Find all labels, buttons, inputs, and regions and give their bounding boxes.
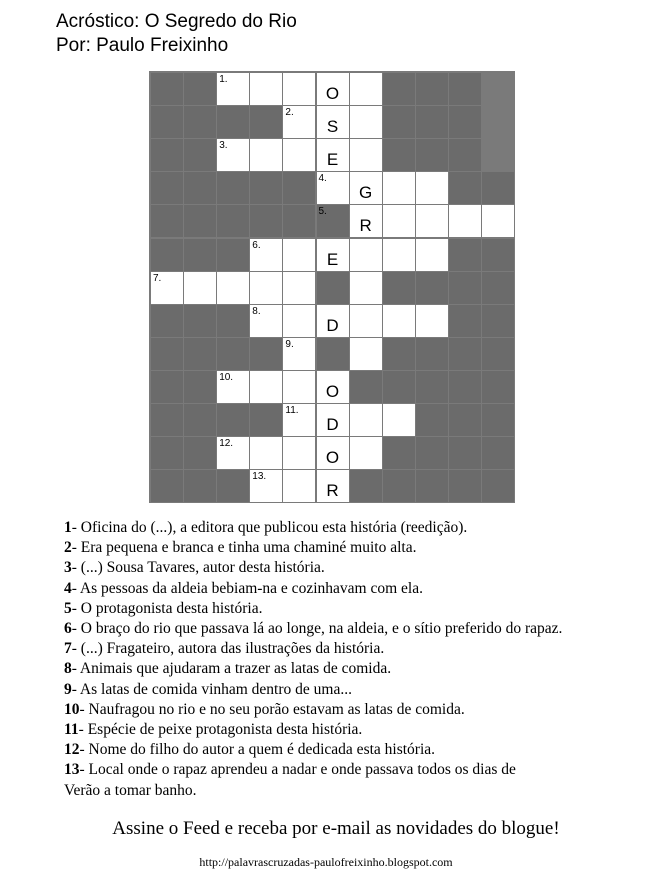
clue-number-label: 1.: [219, 74, 228, 85]
clue-item: [64, 518, 664, 538]
hidden-word-letter: E: [326, 249, 339, 269]
clue-number-label: 5.: [318, 206, 327, 218]
clue-item: [64, 538, 664, 558]
grid-cell-blocked: [250, 106, 282, 138]
grid-cell-blocked: [416, 106, 448, 138]
grid-cell[interactable]: [350, 239, 382, 271]
grid-cell-blocked: [250, 205, 282, 237]
grid-cell-blocked: [416, 272, 448, 304]
grid-cell-blocked: [383, 272, 415, 304]
puzzle-title: Acróstico: O Segredo do Rio: [56, 11, 297, 32]
grid-cell-blocked: [482, 371, 514, 403]
grid-cell[interactable]: [350, 139, 382, 171]
clue-number: 5: [64, 599, 72, 617]
grid-cell-blocked: [449, 239, 481, 271]
grid-cell-blocked: [151, 139, 183, 171]
hidden-word-letter: D: [326, 415, 339, 434]
grid-cell-blocked: [449, 272, 481, 304]
grid-cell[interactable]: [151, 272, 183, 304]
grid-cell-blocked: [350, 470, 382, 502]
grid-cell-blocked: [250, 338, 282, 370]
grid-cell-blocked: [151, 338, 183, 370]
grid-cell[interactable]: [250, 437, 282, 469]
grid-cell[interactable]: [250, 272, 282, 304]
clue-text: - Animais que ajudaram a trazer as latas de comida.: [71, 660, 392, 678]
grid-cell[interactable]: [416, 239, 448, 271]
grid-cell-blocked: [416, 338, 448, 370]
clue-text: - Nome do filho do autor a quem é dedicada esta história.: [79, 741, 436, 759]
grid-cell-blocked: [482, 239, 514, 271]
grid-cell[interactable]: [350, 106, 382, 138]
grid-cell[interactable]: [350, 73, 382, 105]
grid-cell-blocked: [482, 305, 514, 337]
clue-text-continuation: Verão a tomar banho.: [64, 781, 197, 799]
clue-item: [64, 579, 664, 599]
grid-cell[interactable]: [350, 272, 382, 304]
clue-number: 3: [64, 559, 72, 577]
clue-text: - (...) Fragateiro, autora das ilustrações da história.: [71, 640, 385, 658]
grid-cell[interactable]: [350, 305, 382, 337]
grid-cell[interactable]: [250, 470, 282, 502]
clue-number-label: 11.: [285, 405, 299, 416]
grid-cell-blocked: [449, 371, 481, 403]
grid-cell[interactable]: [350, 404, 382, 436]
grid-cell-hidden-letter[interactable]: [317, 139, 349, 171]
hidden-word-letter: S: [326, 117, 339, 137]
grid-cell-blocked: [250, 172, 282, 204]
grid-cell-blocked: [184, 338, 216, 370]
hidden-word-letter: O: [325, 84, 340, 103]
blog-url[interactable]: http://palavrascruzadas-paulofreixinho.blogspot.com: [199, 855, 453, 869]
grid-cell-blocked: [416, 404, 448, 436]
grid-cell-blocked: [482, 338, 514, 370]
grid-cell-blocked: [383, 139, 415, 171]
clue-number: 10: [64, 700, 80, 718]
grid-cell-blocked: [217, 470, 249, 502]
grid-cell[interactable]: [217, 272, 249, 304]
puzzle-author: Por: Paulo Freixinho: [56, 35, 229, 56]
grid-cell-blocked: [449, 437, 481, 469]
grid-cell-hidden-letter[interactable]: [317, 239, 349, 271]
grid-cell-blocked: [151, 437, 183, 469]
grid-cell-hidden-letter[interactable]: [350, 205, 382, 237]
grid-cell-hidden-letter[interactable]: [317, 470, 349, 502]
grid-cell-blocked: [217, 205, 249, 237]
grid-cell-blocked: [184, 470, 216, 502]
grid-cell[interactable]: [383, 239, 415, 271]
grid-cell[interactable]: [283, 470, 315, 502]
clue-number-label: 10.: [219, 371, 234, 383]
grid-cell-blocked: [151, 172, 183, 204]
grid-cell[interactable]: [416, 305, 448, 337]
grid-cell-blocked: [184, 172, 216, 204]
clue-number-label: 6.: [252, 239, 261, 251]
grid-cell-blocked: [151, 239, 183, 271]
grid-cell-blocked: [151, 470, 183, 502]
grid-cell[interactable]: [350, 338, 382, 370]
clue-number-label: 8.: [252, 305, 261, 317]
grid-cell-blocked: [383, 73, 415, 105]
grid-cell-blocked: [449, 73, 481, 105]
clue-number: 6: [64, 620, 72, 638]
grid-cell-hidden-letter[interactable]: [317, 106, 349, 138]
hidden-word-letter: O: [325, 381, 340, 401]
grid-cell[interactable]: [217, 73, 249, 105]
grid-cell[interactable]: [283, 239, 315, 271]
grid-cell-hidden-letter[interactable]: [317, 404, 349, 436]
grid-cell-blocked: [184, 371, 216, 403]
grid-cell-blocked: [184, 404, 216, 436]
grid-cell-blocked: [151, 73, 183, 105]
grid-cell-hidden-letter[interactable]: [317, 73, 349, 105]
grid-cell-blocked: [383, 106, 415, 138]
grid-cell[interactable]: [250, 305, 282, 337]
clue-text: - Local onde o rapaz aprendeu a nadar e onde passava todos os dias de: [79, 761, 516, 779]
clue-number: 8: [64, 660, 72, 678]
clue-item: [64, 659, 664, 679]
grid-cell-blocked: [317, 205, 349, 237]
hidden-word-letter: E: [326, 150, 339, 170]
grid-cell-blocked: [184, 106, 216, 138]
grid-cell[interactable]: [283, 272, 315, 304]
grid-cell-blocked: [151, 205, 183, 237]
clue-text: - Oficina do (...), a editora que publicou esta história (reedição).: [71, 519, 468, 536]
crossword-grid: [149, 71, 515, 503]
clue-text: - As latas de comida vinham dentro de uma...: [71, 680, 352, 698]
grid-cell-blocked: [416, 437, 448, 469]
grid-cell-blocked: [283, 205, 315, 237]
grid-cell-blocked: [416, 371, 448, 403]
grid-cell-blocked: [317, 272, 349, 304]
grid-cell[interactable]: [416, 205, 448, 237]
grid-cell-blocked: [383, 437, 415, 469]
clue-item: [64, 599, 664, 619]
grid-cell-blocked: [184, 239, 216, 271]
grid-cell-blocked: [482, 404, 514, 436]
clue-number-label: 4.: [318, 173, 327, 185]
grid-cell-blocked: [151, 404, 183, 436]
grid-cell-hidden-letter[interactable]: [350, 172, 382, 204]
clue-number: 13: [64, 761, 80, 779]
grid-cell[interactable]: [283, 106, 315, 138]
hidden-word-letter: G: [358, 183, 373, 203]
grid-cell[interactable]: [283, 139, 315, 171]
grid-cell-blocked: [151, 305, 183, 337]
grid-cell-blocked: [217, 305, 249, 337]
clue-number: 12: [64, 741, 80, 759]
grid-cell-hidden-letter[interactable]: [317, 371, 349, 403]
grid-cell[interactable]: [250, 239, 282, 271]
grid-cell-blocked: [217, 338, 249, 370]
clue-item: [64, 639, 664, 659]
grid-cell-blocked: [383, 338, 415, 370]
grid-cell-hidden-letter[interactable]: [317, 305, 349, 337]
clue-item: [64, 680, 664, 700]
grid-cell-blocked: [449, 404, 481, 436]
grid-cell-blocked: [350, 371, 382, 403]
grid-cell[interactable]: [250, 73, 282, 105]
grid-cell-blocked: [449, 470, 481, 502]
clue-item: [64, 760, 664, 780]
grid-cell-blocked: [283, 172, 315, 204]
grid-cell-blocked: [184, 205, 216, 237]
hidden-word-letter: R: [326, 481, 339, 501]
grid-cell-blocked: [184, 139, 216, 171]
clue-number: 1: [64, 519, 72, 536]
grid-cell-blocked: [317, 338, 349, 370]
grid-cell[interactable]: [350, 437, 382, 469]
grid-cell-blocked: [449, 305, 481, 337]
hidden-word-letter: R: [359, 216, 372, 236]
grid-cell[interactable]: [383, 172, 415, 204]
grid-cell[interactable]: [217, 371, 249, 403]
clue-number-label: 7.: [153, 272, 162, 284]
grid-cell-blocked: [449, 172, 481, 204]
clue-number: 11: [64, 721, 79, 739]
clue-number-label: 12.: [219, 438, 234, 450]
clue-text: - O braço do rio que passava lá ao longe, na aldeia, e o sítio preferido do rapaz.: [71, 620, 563, 638]
grid-cell[interactable]: [416, 172, 448, 204]
grid-cell[interactable]: [217, 437, 249, 469]
grid-cell-blocked: [217, 106, 249, 138]
grid-cell-blocked: [184, 437, 216, 469]
grid-cell-blocked: [184, 305, 216, 337]
clue-text: - Era pequena e branca e tinha uma chaminé muito alta.: [71, 539, 417, 557]
grid-cell[interactable]: [283, 338, 315, 370]
grid-cell[interactable]: [217, 139, 249, 171]
grid-cell-blocked: [482, 470, 514, 502]
clue-item: [64, 720, 664, 740]
clue-number: 4: [64, 579, 72, 597]
clue-number: 7: [64, 640, 72, 658]
grid-cell-blocked: [250, 404, 282, 436]
clue-text: - O protagonista desta história.: [71, 599, 263, 617]
clue-item: [64, 619, 664, 639]
grid-cell-blocked: [217, 172, 249, 204]
grid-cell[interactable]: [283, 404, 315, 436]
clue-list: [64, 518, 664, 801]
grid-cell-blocked: [482, 272, 514, 304]
clue-item: [64, 740, 664, 760]
grid-cell-blocked: [416, 73, 448, 105]
grid-cell[interactable]: [250, 139, 282, 171]
grid-cell[interactable]: [383, 305, 415, 337]
grid-cell[interactable]: [482, 205, 514, 237]
grid-cell[interactable]: [383, 404, 415, 436]
clue-text: - (...) Sousa Tavares, autor desta história.: [71, 559, 325, 577]
clue-number-label: 13.: [252, 471, 267, 483]
clue-item: [64, 700, 664, 720]
grid-cell-blocked: [416, 139, 448, 171]
grid-cell[interactable]: [283, 73, 315, 105]
clue-item: [64, 558, 664, 578]
grid-cell[interactable]: [283, 371, 315, 403]
grid-cell-blocked: [151, 371, 183, 403]
grid-cell-blocked: [482, 437, 514, 469]
clue-number-label: 9.: [285, 338, 294, 350]
grid-cell-blocked: [449, 106, 481, 138]
grid-cell[interactable]: [184, 272, 216, 304]
grid-cell-blocked: [383, 470, 415, 502]
grid-cell-blocked: [416, 470, 448, 502]
clue-number-label: 3.: [219, 140, 228, 152]
grid-cell[interactable]: [283, 437, 315, 469]
clue-number: 2: [64, 539, 72, 557]
grid-cell[interactable]: [283, 305, 315, 337]
grid-cell-blocked: [184, 73, 216, 105]
clue-number: 9: [64, 680, 72, 698]
grid-cell-hidden-letter[interactable]: [317, 437, 349, 469]
grid-cell-blocked: [217, 404, 249, 436]
grid-cell-blocked: [151, 106, 183, 138]
grid-cell-blocked: [383, 371, 415, 403]
feed-subscribe-text: Assine o Feed e receba por e-mail as novidades do blogue!: [112, 818, 560, 839]
grid-cell-blocked: [217, 239, 249, 271]
clue-text: - As pessoas da aldeia bebiam-na e cozinhavam com ela.: [71, 579, 423, 597]
grid-cell-blocked: [449, 139, 481, 171]
hidden-word-letter: O: [325, 448, 340, 468]
grid-cell[interactable]: [383, 205, 415, 237]
clue-text: - Naufragou no rio e no seu porão estavam as latas de comida.: [79, 700, 465, 718]
grid-cell-blocked: [449, 338, 481, 370]
grid-cell[interactable]: [449, 205, 481, 237]
hidden-word-letter: D: [326, 315, 339, 335]
clue-text: - Espécie de peixe protagonista desta história.: [78, 721, 363, 739]
grid-cell[interactable]: [250, 371, 282, 403]
clue-number-label: 2.: [285, 107, 294, 119]
grid-cell-blocked: [482, 172, 514, 204]
grid-cell[interactable]: [317, 172, 349, 204]
puzzle-header: [56, 10, 297, 58]
